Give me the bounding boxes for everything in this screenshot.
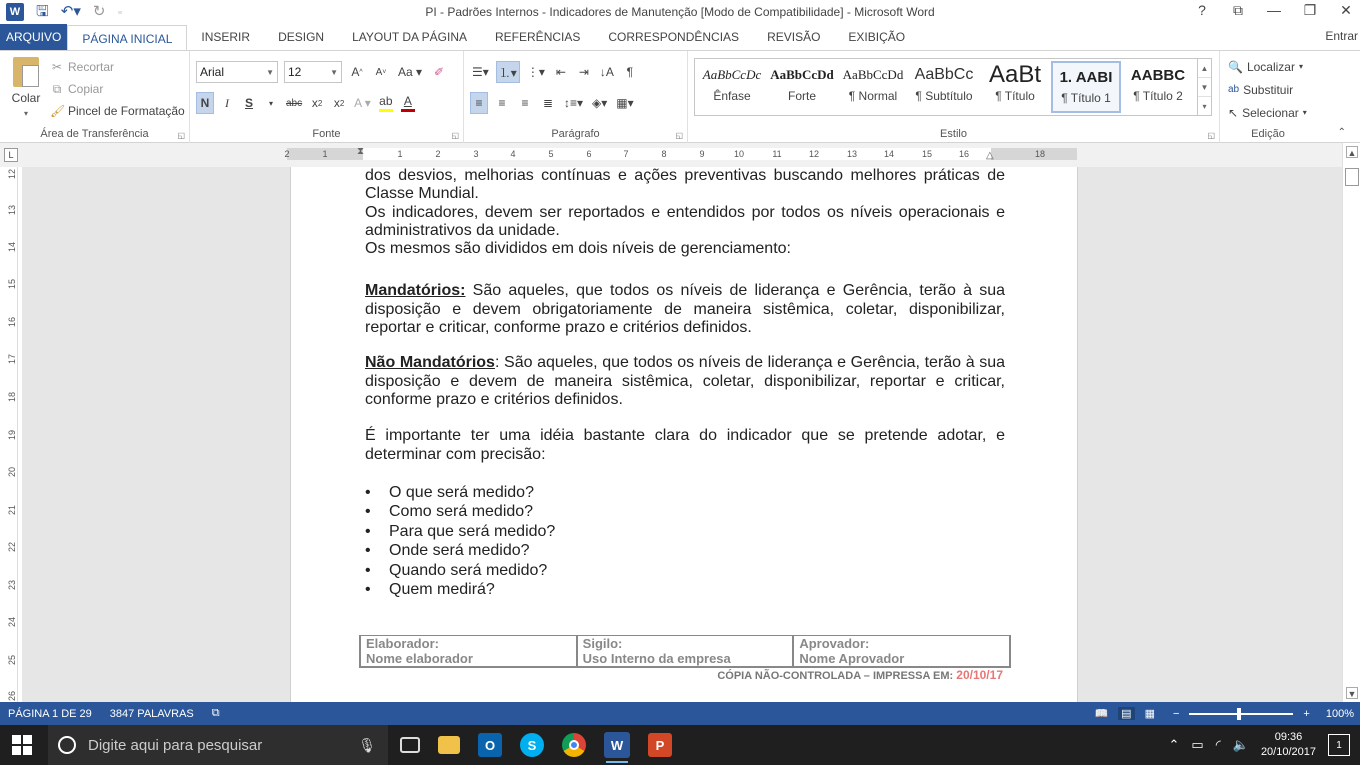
ruler-number: 14 bbox=[7, 242, 17, 253]
document-area bbox=[22, 167, 1342, 702]
paragraph: dos desvios, melhorias contínuas e ações preventivas buscando melhores práticas de Classe Mundial. bbox=[365, 167, 1005, 203]
strikethrough-button[interactable]: abc bbox=[286, 97, 303, 109]
format-painter-label: Pincel de Formatação bbox=[68, 104, 185, 118]
highlight-color-button[interactable] bbox=[377, 92, 395, 114]
search-placeholder: Digite aqui para pesquisar bbox=[88, 736, 263, 754]
ruler-number: 25 bbox=[7, 655, 17, 666]
list-item: • Quem medirá? bbox=[365, 580, 1005, 600]
footer-cell-author bbox=[360, 636, 577, 668]
editing-group bbox=[1220, 51, 1316, 143]
paragraph: É importante ter uma idéia bastante clara do indicador que se pretende adotar, e determinar com precisão: bbox=[365, 427, 1005, 463]
cursor-icon: ↖ bbox=[1228, 105, 1239, 120]
list-item: • Onde será medido? bbox=[365, 541, 1005, 561]
tab-home[interactable]: PÁGINA INICIAL bbox=[67, 25, 187, 51]
copy-note-date: 20/10/17 bbox=[956, 668, 1003, 682]
font-color-icon: A bbox=[403, 94, 412, 108]
ruler-number: 15 bbox=[7, 279, 17, 290]
ribbon bbox=[0, 50, 1360, 143]
select-label: Selecionar bbox=[1242, 105, 1299, 120]
ruler-number: 18 bbox=[1034, 149, 1046, 159]
styles-gallery bbox=[694, 58, 1212, 116]
ruler-number: 2 bbox=[435, 149, 441, 159]
ruler-number: 16 bbox=[7, 317, 17, 328]
find-button[interactable] bbox=[1228, 55, 1307, 78]
paste-icon bbox=[13, 57, 39, 87]
tab-view[interactable]: EXIBIÇÃO bbox=[848, 30, 906, 44]
ruler-number: 15 bbox=[921, 149, 933, 159]
tab-design[interactable]: DESIGN bbox=[278, 30, 325, 44]
footer-table bbox=[359, 635, 1011, 668]
ribbon-tabs bbox=[0, 24, 1360, 50]
font-name-combo[interactable] bbox=[196, 61, 278, 83]
read-mode-icon[interactable]: 📖 bbox=[1094, 708, 1109, 720]
font-group bbox=[190, 51, 464, 143]
ruler-number: 1 bbox=[397, 149, 403, 159]
change-case-button[interactable]: Aa ▾ bbox=[398, 65, 423, 79]
dialog-launcher-icon[interactable]: ◱ bbox=[675, 131, 683, 140]
taskbar-apps bbox=[400, 725, 672, 765]
tab-insert[interactable]: INSERIR bbox=[201, 30, 251, 44]
ruler-number: 7 bbox=[623, 149, 629, 159]
paragraph-group bbox=[464, 51, 688, 143]
paste-button[interactable] bbox=[8, 57, 44, 119]
copy-note-text: CÓPIA NÃO-CONTROLADA – IMPRESSA EM: bbox=[717, 670, 957, 682]
dialog-launcher-icon[interactable]: ◱ bbox=[1207, 131, 1215, 140]
line-spacing-icon[interactable]: ↕≡▾ bbox=[564, 96, 584, 110]
ruler-number: 3 bbox=[473, 149, 479, 159]
align-left-icon[interactable]: ≡ bbox=[470, 92, 488, 114]
scroll-up-icon[interactable]: ▲ bbox=[1347, 148, 1357, 158]
tab-references[interactable]: REFERÊNCIAS bbox=[495, 30, 581, 44]
footer-label: Aprovador: bbox=[799, 636, 870, 651]
replace-icon: ab bbox=[1228, 84, 1240, 95]
numbering-icon[interactable]: ⒈▾ bbox=[496, 61, 520, 83]
align-center-icon[interactable]: ≡ bbox=[498, 96, 506, 110]
ruler-number: 22 bbox=[7, 542, 17, 553]
replace-button[interactable] bbox=[1228, 78, 1307, 101]
style-strong[interactable] bbox=[767, 61, 837, 113]
page-count[interactable]: PÁGINA 1 DE 29 bbox=[8, 707, 92, 720]
list-item: • Quando será medido? bbox=[365, 561, 1005, 581]
chevron-down-icon: ▾ bbox=[1298, 62, 1303, 71]
ruler-number: 20 bbox=[7, 467, 17, 478]
ruler-number: 9 bbox=[699, 149, 705, 159]
list-item: • Como será medido? bbox=[365, 502, 1005, 522]
chevron-down-icon: ▾ bbox=[23, 109, 28, 118]
style-sample: 1. AABI bbox=[1059, 68, 1113, 86]
volume-icon[interactable]: 🔈 bbox=[1232, 737, 1249, 752]
word-logo-icon[interactable]: W bbox=[6, 3, 24, 21]
style-name: ¶ Título 1 bbox=[1061, 91, 1111, 105]
non-mandatory-heading: Não Mandatórios bbox=[365, 354, 495, 372]
justify-icon[interactable]: ≣ bbox=[542, 96, 554, 110]
ruler-number: 18 bbox=[7, 392, 17, 403]
underline-options-icon[interactable]: ▾ bbox=[268, 98, 273, 108]
scroll-down-icon[interactable]: ▼ bbox=[1198, 78, 1211, 97]
style-title[interactable] bbox=[980, 61, 1050, 113]
taskbar-clock[interactable] bbox=[1261, 730, 1316, 760]
cut-button[interactable] bbox=[50, 56, 185, 78]
bullets-icon[interactable]: ☰▾ bbox=[472, 65, 489, 79]
footer-value: Uso Interno da empresa bbox=[582, 651, 731, 666]
highlighter-icon: ab bbox=[379, 94, 393, 108]
font-name-value: Arial bbox=[200, 65, 225, 79]
skype-icon[interactable]: S bbox=[520, 733, 544, 757]
chevron-down-icon: ▼ bbox=[330, 67, 338, 77]
window-controls bbox=[1194, 2, 1354, 19]
uncontrolled-copy-note bbox=[717, 668, 1003, 682]
ruler-number: 14 bbox=[883, 149, 895, 159]
ruler-number: 5 bbox=[548, 149, 554, 159]
scroll-down-icon[interactable]: ▼ bbox=[1347, 689, 1357, 699]
superscript-button[interactable]: x 2 bbox=[333, 96, 345, 110]
ruler-number: 23 bbox=[7, 580, 17, 591]
borders-icon[interactable]: ▦▾ bbox=[616, 96, 634, 110]
copy-icon: ⧉ bbox=[52, 81, 62, 96]
ruler-number: 21 bbox=[7, 505, 17, 516]
underline-button[interactable]: S bbox=[244, 96, 253, 110]
style-heading-2[interactable] bbox=[1123, 61, 1193, 113]
style-name: ¶ Normal bbox=[848, 89, 898, 103]
windows-taskbar bbox=[0, 725, 1360, 765]
collapse-ribbon-icon[interactable]: ⌃ bbox=[1337, 127, 1346, 138]
ruler-number: 16 bbox=[958, 149, 970, 159]
word-taskbar-icon[interactable]: W bbox=[604, 732, 630, 758]
footer-label: Sigilo: bbox=[582, 636, 623, 651]
clipboard-group-label: Área de Transferência bbox=[40, 128, 149, 140]
word-count[interactable]: 3847 PALAVRAS bbox=[109, 707, 194, 720]
ruler-number: 24 bbox=[7, 617, 17, 628]
tab-review[interactable]: REVISÃO bbox=[767, 30, 821, 44]
tab-page-layout[interactable]: LAYOUT DA PÁGINA bbox=[352, 30, 468, 44]
status-bar bbox=[0, 702, 1360, 725]
ruler-number: 17 bbox=[7, 354, 17, 365]
sign-in-link[interactable]: Entrar bbox=[1325, 29, 1358, 43]
font-size-value: 12 bbox=[288, 65, 302, 79]
non-mandatory-text: : São aqueles, que todos os níveis de liderança e Gerência, terão à sua disposição e devem de maneira sistêmica, coletar, disponibilizar, reportar e criticar, conforme prazo e critérios definidos. bbox=[365, 354, 1005, 408]
clock-date: 20/10/2017 bbox=[1260, 746, 1316, 758]
increase-indent-icon[interactable]: ⇥ bbox=[578, 65, 589, 79]
paragraph: Os indicadores, devem ser reportados e entendidos por todos os níveis operacionais e administrativos da unidade. bbox=[365, 203, 1005, 239]
paintbrush-icon: 🖌 bbox=[50, 104, 66, 118]
tab-file[interactable]: ARQUIVO bbox=[0, 24, 67, 50]
ruler-number: 11 bbox=[772, 149, 782, 159]
cut-label: Recortar bbox=[68, 60, 115, 74]
file-explorer-icon[interactable] bbox=[438, 736, 460, 754]
chrome-icon[interactable] bbox=[562, 733, 586, 757]
zoom-slider[interactable] bbox=[1189, 713, 1293, 715]
footer-cell-approver bbox=[793, 636, 1010, 668]
style-subtitle[interactable] bbox=[909, 61, 979, 113]
scroll-thumb[interactable] bbox=[1345, 168, 1359, 186]
indent-marker-icon[interactable]: ⧗ bbox=[357, 146, 365, 157]
clock-time: 09:36 bbox=[1274, 731, 1303, 743]
chevron-down-icon: ▼ bbox=[266, 67, 274, 77]
ruler-number: 19 bbox=[7, 430, 17, 441]
style-heading-1[interactable] bbox=[1051, 61, 1121, 113]
italic-button[interactable]: I bbox=[225, 95, 229, 110]
format-painter-button[interactable] bbox=[50, 100, 185, 122]
paragraph-mandatory bbox=[365, 282, 1005, 337]
ruler-number: 2 bbox=[284, 149, 290, 159]
style-name: ¶ Subtítulo bbox=[915, 89, 973, 103]
font-color-bar bbox=[401, 109, 415, 112]
font-color-button[interactable] bbox=[399, 92, 417, 114]
subscript-button[interactable]: x 2 bbox=[311, 96, 323, 110]
task-view-icon[interactable] bbox=[400, 737, 420, 753]
ruler-number: 13 bbox=[7, 205, 17, 216]
footer-label: Elaborador: bbox=[366, 636, 439, 651]
zoom-in-icon[interactable]: + bbox=[1303, 707, 1310, 720]
styles-scroll bbox=[1197, 59, 1211, 115]
paragraph-group-label: Parágrafo bbox=[551, 128, 600, 140]
replace-label: Substituir bbox=[1243, 82, 1294, 97]
outlook-icon[interactable]: O bbox=[478, 733, 502, 757]
web-layout-icon[interactable]: ▦ bbox=[1144, 708, 1155, 720]
zoom-level[interactable]: 100% bbox=[1325, 707, 1354, 720]
ruler-number: 26 bbox=[7, 691, 17, 702]
windows-start-icon[interactable] bbox=[12, 735, 32, 755]
notification-count: 1 bbox=[1336, 739, 1342, 751]
footer-value: Nome Aprovador bbox=[799, 651, 905, 666]
print-layout-icon[interactable]: ▤ bbox=[1118, 707, 1134, 720]
font-size-combo[interactable] bbox=[284, 61, 342, 83]
ruler-number: 8 bbox=[661, 149, 667, 159]
font-group-label: Fonte bbox=[312, 128, 341, 140]
ruler-number: 13 bbox=[846, 149, 858, 159]
undo-icon[interactable]: ↶▾ bbox=[60, 3, 81, 20]
copy-label: Copiar bbox=[68, 82, 104, 96]
style-name: ¶ Título bbox=[995, 89, 1035, 103]
style-name: ¶ Título 2 bbox=[1133, 89, 1183, 103]
system-tray bbox=[1169, 725, 1360, 765]
show-hidden-icons-icon[interactable]: ⌃ bbox=[1168, 737, 1180, 752]
zoom-out-icon[interactable]: − bbox=[1172, 707, 1180, 720]
document-page[interactable] bbox=[290, 167, 1078, 702]
customize-qat-icon[interactable]: ₌ bbox=[117, 6, 123, 17]
notification-center-icon[interactable] bbox=[1328, 734, 1350, 756]
document-body[interactable] bbox=[365, 167, 1005, 600]
copy-button[interactable] bbox=[50, 78, 185, 100]
vertical-ruler bbox=[4, 167, 18, 702]
window-title: PI - Padrões Internos - Indicadores de Manutenção [Modo de Compatibilidade] - Microsoft Word bbox=[425, 5, 935, 19]
clear-formatting-icon[interactable]: ✐ bbox=[434, 65, 445, 79]
ruler-number: 10 bbox=[733, 149, 745, 159]
close-button[interactable]: ✕ bbox=[1340, 2, 1352, 18]
shading-icon[interactable]: ◈▾ bbox=[592, 96, 608, 110]
paste-label: Colar bbox=[11, 91, 41, 105]
list-item: • O que será medido? bbox=[365, 483, 1005, 503]
highlight-color-bar bbox=[379, 109, 393, 112]
sort-icon[interactable]: ↓A bbox=[599, 65, 614, 79]
ruler-number: 6 bbox=[586, 149, 592, 159]
styles-group bbox=[688, 51, 1220, 143]
mandatory-text: São aqueles, que todos os níveis de liderança e Gerência, terão à sua disposição e devem obrigatoriamente de maneira sistêmica, coletar, disponibilizar, reportar e criticar, conforme prazo e critérios definidos. bbox=[365, 282, 1005, 337]
save-icon[interactable]: 🖫 bbox=[36, 3, 49, 20]
style-sample: AaBbCc bbox=[914, 66, 974, 83]
binoculars-icon: 🔍 bbox=[1228, 59, 1243, 74]
chevron-down-icon: ▾ bbox=[1302, 108, 1307, 117]
align-right-icon[interactable]: ≡ bbox=[521, 96, 529, 110]
redo-icon[interactable]: ↻ bbox=[92, 3, 106, 20]
ruler-number: 4 bbox=[510, 149, 516, 159]
style-sample: AaBbCcDd bbox=[770, 67, 834, 82]
restore-button[interactable]: ❐ bbox=[1303, 2, 1317, 18]
footer-value: Nome elaborador bbox=[366, 651, 473, 666]
style-sample: AaBbCcDd bbox=[842, 67, 904, 82]
style-emphasis[interactable] bbox=[697, 61, 767, 113]
right-indent-marker-icon[interactable]: △ bbox=[986, 150, 994, 161]
cortana-icon bbox=[58, 736, 76, 754]
taskbar-search[interactable] bbox=[48, 725, 388, 765]
mandatory-heading: Mandatórios: bbox=[365, 282, 466, 300]
tab-selector[interactable]: L bbox=[4, 148, 18, 162]
bold-button[interactable]: N bbox=[196, 92, 214, 114]
styles-group-label: Estilo bbox=[940, 128, 967, 140]
ruler-number: 12 bbox=[808, 149, 820, 159]
microphone-icon[interactable]: 🎙 bbox=[358, 736, 376, 753]
paragraph-non-mandatory bbox=[365, 354, 1005, 409]
style-sample: AaBt bbox=[988, 61, 1042, 88]
editing-group-label: Edição bbox=[1251, 128, 1285, 140]
style-normal[interactable] bbox=[838, 61, 908, 113]
style-name: Ênfase bbox=[713, 89, 751, 103]
ruler-number: 1 bbox=[322, 149, 328, 159]
scroll-up-icon[interactable]: ▲ bbox=[1198, 59, 1211, 78]
minimize-button[interactable]: — bbox=[1267, 2, 1281, 18]
footer-cell-confidentiality bbox=[577, 636, 794, 668]
zoom-slider-thumb[interactable] bbox=[1237, 708, 1241, 720]
shrink-font-button[interactable]: A ˅ bbox=[375, 66, 387, 78]
more-styles-icon[interactable]: ▾ bbox=[1202, 101, 1207, 111]
battery-icon[interactable]: ▭ bbox=[1191, 737, 1204, 752]
dialog-launcher-icon[interactable]: ◱ bbox=[177, 131, 185, 140]
powerpoint-icon[interactable]: P bbox=[648, 733, 672, 757]
dialog-launcher-icon[interactable]: ◱ bbox=[451, 131, 459, 140]
pilcrow-icon[interactable]: ¶ bbox=[626, 65, 634, 79]
find-label: Localizar bbox=[1246, 59, 1295, 74]
grow-font-button[interactable]: A ^ bbox=[351, 65, 363, 79]
ruler-bar bbox=[0, 143, 1360, 167]
style-sample: AABBC bbox=[1130, 66, 1186, 84]
wifi-icon[interactable]: ◜ bbox=[1215, 737, 1221, 752]
horizontal-ruler[interactable] bbox=[284, 146, 1077, 161]
multilevel-list-icon[interactable]: ⋮▾ bbox=[526, 65, 545, 79]
style-name: Forte bbox=[787, 89, 816, 103]
question-list bbox=[365, 483, 1005, 600]
tab-mailings[interactable]: CORRESPONDÊNCIAS bbox=[608, 30, 740, 44]
title-bar bbox=[0, 0, 1360, 24]
ribbon-display-options-button[interactable]: ⧉ bbox=[1233, 2, 1243, 18]
proofing-icon[interactable]: ⧉ bbox=[211, 707, 220, 719]
paragraph: Os mesmos são divididos em dois níveis de gerenciamento: bbox=[365, 240, 791, 258]
decrease-indent-icon[interactable]: ⇤ bbox=[555, 65, 566, 79]
list-item: • Para que será medido? bbox=[365, 522, 1005, 542]
help-button[interactable]: ? bbox=[1198, 2, 1206, 18]
style-sample: AaBbCcDc bbox=[702, 67, 762, 82]
scissors-icon: ✂ bbox=[51, 60, 63, 74]
clipboard-group bbox=[0, 51, 190, 143]
select-button[interactable] bbox=[1228, 101, 1307, 124]
text-effects-button[interactable]: A ▾ bbox=[354, 96, 371, 110]
ruler-number: 12 bbox=[7, 169, 17, 180]
vertical-scrollbar[interactable] bbox=[1342, 143, 1360, 702]
